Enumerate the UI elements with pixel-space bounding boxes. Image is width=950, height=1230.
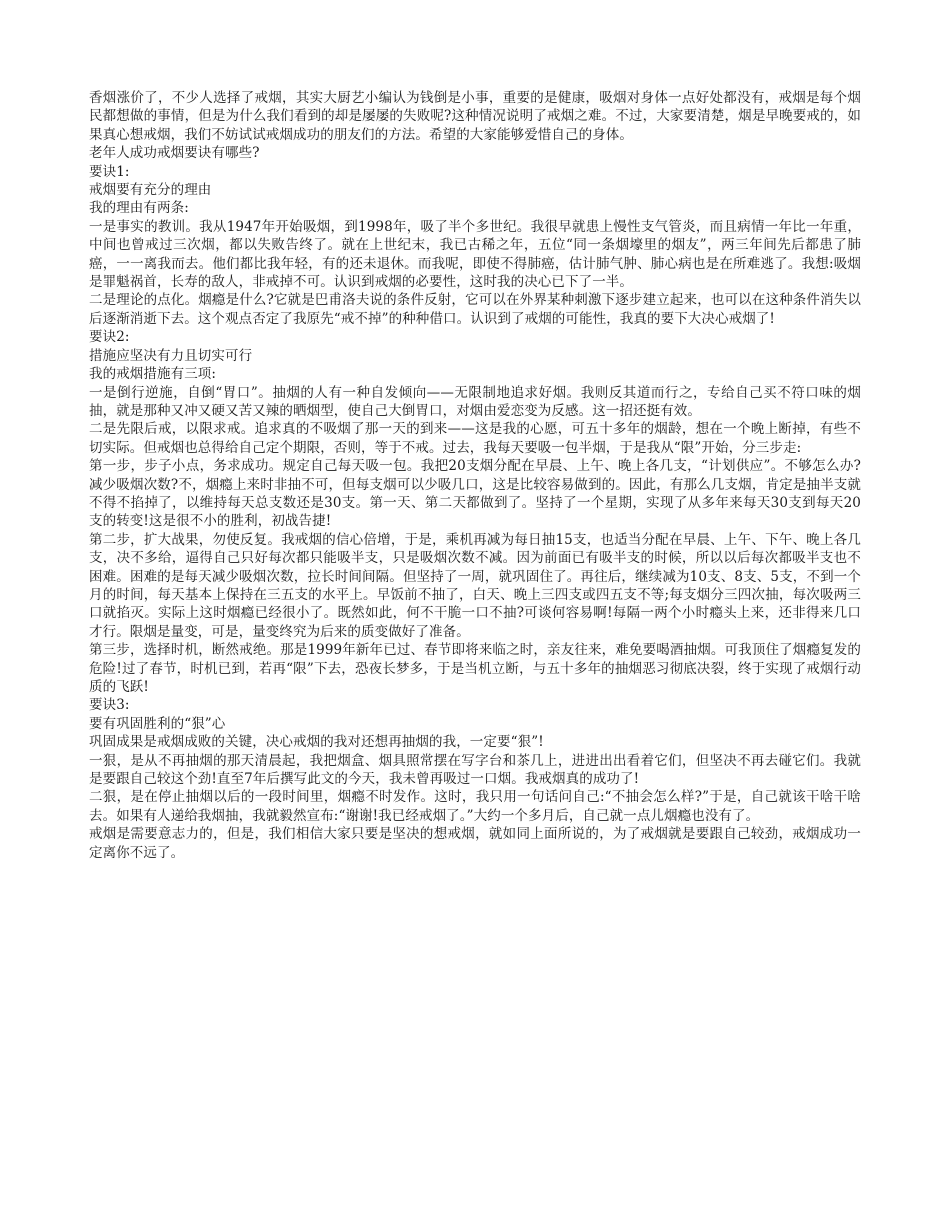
conclusion-paragraph: 戒烟是需要意志力的，但是，我们相信大家只要是坚决的想戒烟，就如同上面所说的，为了戒烟就是要跟自己较劲，戒烟成功一定离你不远了。 [89,826,861,861]
reasons-intro: 我的理由有两条: [89,200,189,217]
tip-2-title: 措施应坚决有力且切实可行 [89,347,253,364]
tip-1-label: 要诀1: [89,163,130,180]
firm-1-paragraph: 一狠，是从不再抽烟的那天清晨起，我把烟盒、烟具照常摆在写字台和茶几上，进进出出看着它们，但坚决不再去碰它们。我就是要跟自己较这个劲!直至7年后撰写此文的今天，我未曾再吸过一口烟。我戒烟真的成功了! [89,752,861,788]
reason-2-paragraph: 二是理论的点化。烟瘾是什么?它就是巴甫洛夫说的条件反射，它可以在外界某种刺激下逐步建立起来，也可以在这种条件消失以后逐渐消逝下去。这个观点否定了我原先“戒不掉”的种种借口。认识到了戒烟的可能性，我真的要下大决心戒烟了! [89,292,861,327]
tip-2-label: 要诀2: [89,329,130,346]
tip-1-title: 戒烟要有充分的理由 [89,182,212,199]
step-3-paragraph: 第三步，选择时机，断然戒绝。那是1999年新年已过、春节即将来临之时，亲友往来，难免要喝酒抽烟。可我顶住了烟瘾复发的危险!过了春节，时机已到，若再“限”下去，恐夜长梦多，于是当机立断，与五十多年的抽烟恶习彻底决裂，终于实现了戒烟行动质的飞跃! [89,642,861,695]
measure-2-paragraph: 二是先限后戒，以限求戒。追求真的不吸烟了那一天的到来——这是我的心愿，可五十多年的烟龄，想在一个晚上断掉，有些不切实际。但戒烟也总得给自己定个期限，否则，等于不戒。过去，我每天要吸一包半烟，于是我从“限”开始，分三步走: [89,421,861,456]
consolidate-intro: 巩固成果是戒烟成败的关键，决心戒烟的我对还想再抽烟的我，一定要“狠”! [89,734,544,751]
reason-1-paragraph: 一是事实的教训。我从1947年开始吸烟，到1998年，吸了半个多世纪。我很早就患上慢性支气管炎，而且病情一年比一年重，中间也曾戒过三次烟，都以失败告终了。就在上世纪末，我已古稀之年，五位“同一条烟壕里的烟友”，两三年间先后都患了肺癌，一一离我而去。他们都比我年轻，有的还未退休。而我呢，即使不得肺癌，估计肺气肿、肺心病也是在所难逃了。我想:吸烟是罪魁祸首，长寿的敌人，非戒掉不可。认识到戒烟的必要性，这时我的决心已下了一半。 [89,218,861,291]
tip-3-title: 要有巩固胜利的“狠”心 [89,715,226,732]
step-1-paragraph: 第一步，步子小点，务求成功。规定自己每天吸一包。我把20支烟分配在早晨、上午、晚上各几支，“计划供应”。不够怎么办?减少吸烟次数?不，烟瘾上来时非抽不可，但每支烟可以少吸几口，这是比较容易做到的。因此，有那么几支烟，肯定是抽半支就不得不掐掉了，以维持每天总支数还是30支。第一天、第二天都做到了。坚持了一个星期，实现了从多年来每天30支到每天20支的转变!这是很不小的胜利，初战告捷! [89,458,861,530]
step-2-paragraph: 第二步，扩大战果，勿使反复。我戒烟的信心倍增，于是，乘机再减为每日抽15支，也适当分配在早晨、上午、下午、晚上各几支，决不多给，逼得自己只好每次都只能吸半支，只是吸烟次数不减。因为前面已有吸半支的时候，所以以后每次都吸半支也不困难。困难的是每天减少吸烟次数，拉长时间间隔。但坚持了一周，就巩固住了。再往后，继续减为10支、8支、5支，不到一个月的时间，每天基本上保持在三五支的水平上。早饭前不抽了，白天、晚上三四支或四五支不等;每支烟分三四次抽，每次吸两三口就掐灭。实际上这时烟瘾已经很小了。既然如此，何不干脆一口不抽?可谈何容易啊!每隔一两个小时瘾头上来，还非得来几口才行。限烟是量变，可是，量变终究为后来的质变做好了准备。 [89,531,861,640]
article-body [89,89,861,862]
tip-3-label: 要诀3: [89,697,130,714]
article-question-heading: 老年人成功戒烟要诀有哪些? [89,145,260,162]
measure-1-paragraph: 一是倒行逆施，自倒“胃口”。抽烟的人有一种自发倾向——无限制地追求好烟。我则反其道而行之，专给自己买不符口味的烟抽，就是那种又冲又硬又苦又辣的晒烟型，使自己大倒胃口，对烟由爱恋变为反感。这一招还挺有效。 [89,384,861,419]
intro-paragraph: 香烟涨价了，不少人选择了戒烟，其实大厨艺小编认为钱倒是小事，重要的是健康，吸烟对身体一点好处都没有，戒烟是每个烟民都想做的事情，但是为什么我们看到的却是屡屡的失败呢?这种情况说明了戒烟之难。不过，大家要清楚，烟是早晚要戒的，如果真心想戒烟，我们不妨试试戒烟成功的朋友们的方法。希望的大家能够爱惜自己的身体。 [89,90,861,143]
measures-intro: 我的戒烟措施有三项: [89,366,217,383]
firm-2-paragraph: 二狠，是在停止抽烟以后的一段时间里，烟瘾不时发作。这时，我只用一句话问自己:“不抽会怎么样?”于是，自己就该干啥干啥去。如果有人递给我烟抽，我就毅然宣布:“谢谢!我已经戒烟了。”大约一个多月后，自己就一点儿烟瘾也没有了。 [89,789,861,824]
